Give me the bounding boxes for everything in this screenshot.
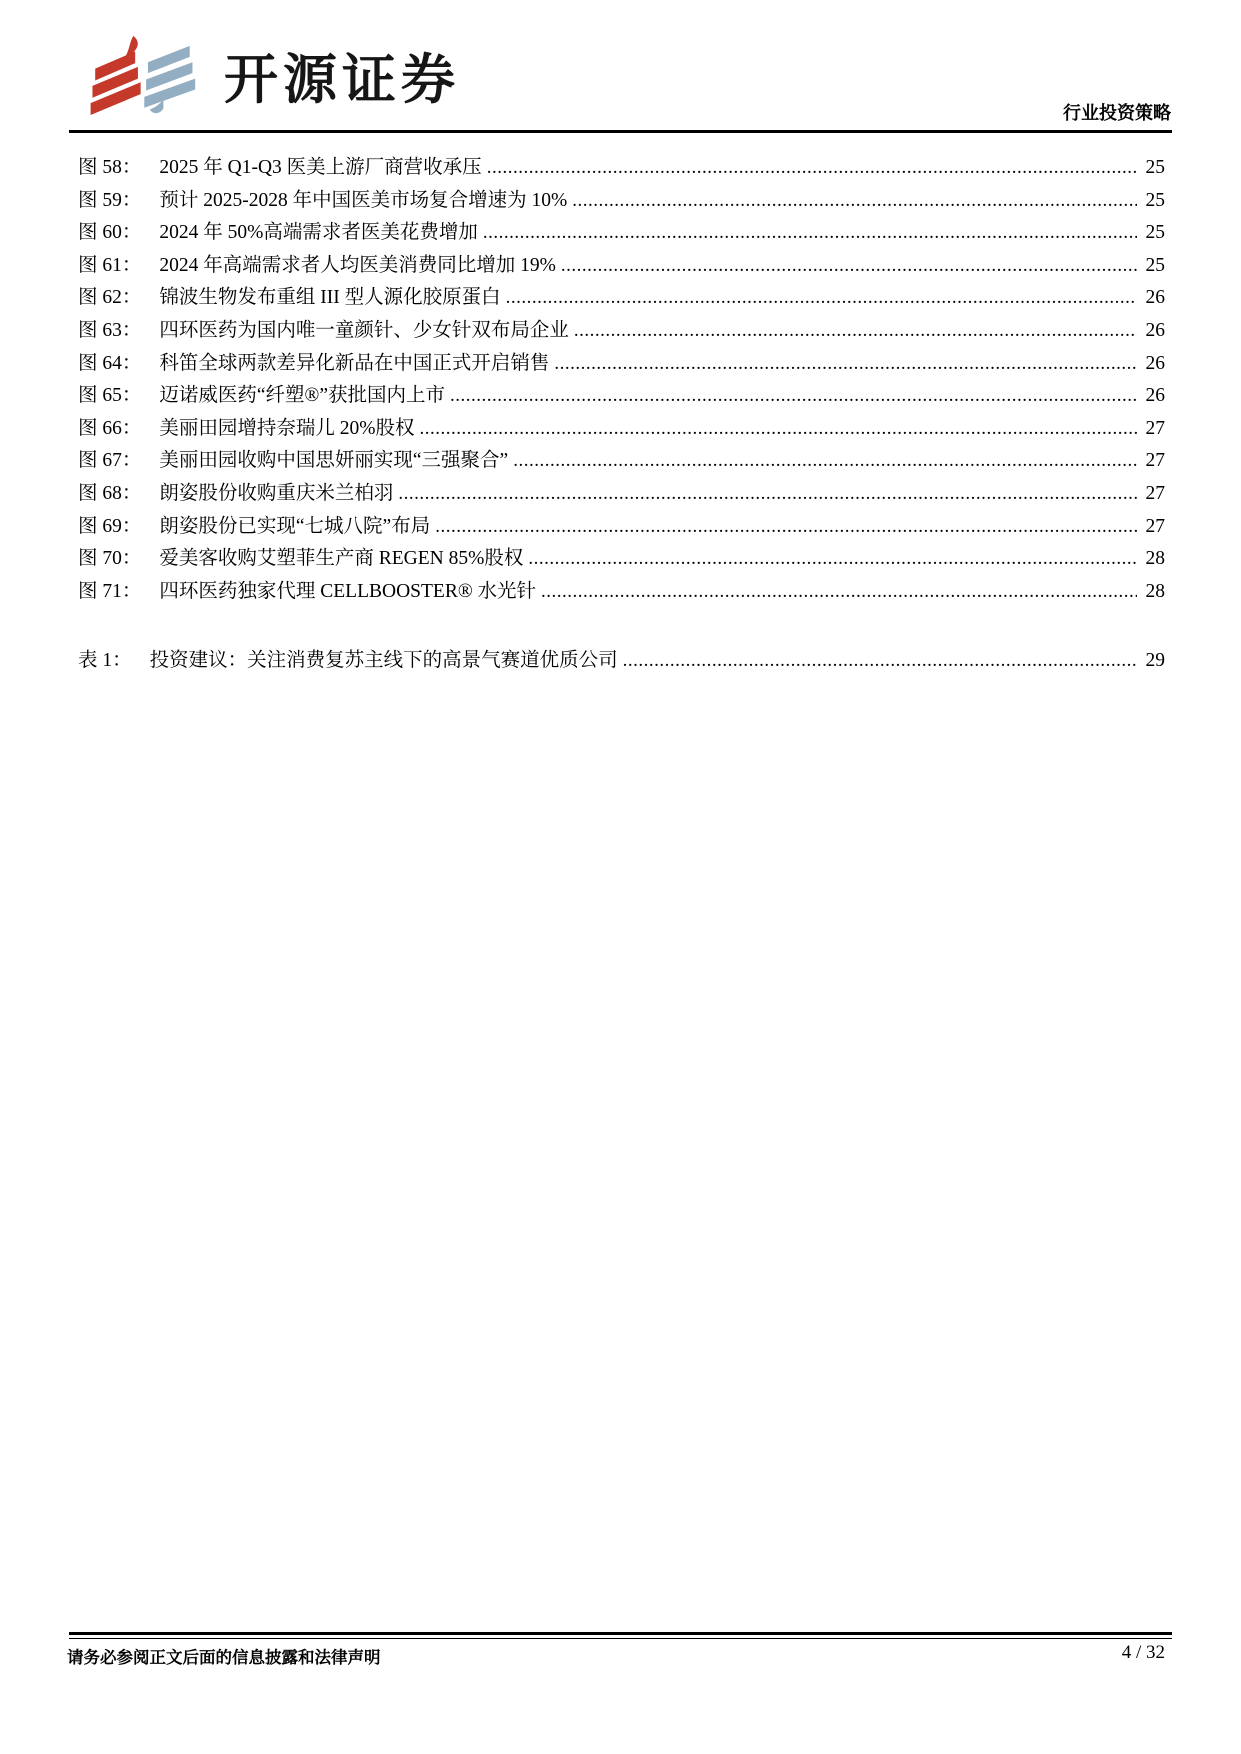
toc-entry-label: 图 66：: [78, 417, 142, 439]
footer-divider-thin: [69, 1638, 1172, 1639]
toc-entry-title: 2024 年 50%高端需求者医美花费增加: [159, 222, 478, 244]
kaiyuan-securities-logo-icon: [84, 35, 210, 115]
toc-entry[interactable]: [78, 315, 1165, 348]
toc-entry-label: 图 62：: [78, 287, 142, 309]
toc-leader-dots: [574, 315, 1137, 348]
toc-entry-title: 四环医药为国内唯一童颜针、少女针双布局企业: [159, 319, 569, 341]
toc-entry[interactable]: [78, 380, 1165, 413]
toc-leader-dots: [487, 152, 1137, 185]
toc-leader-dots: [420, 413, 1137, 446]
brand-logo: [84, 34, 460, 116]
toc-entry-page: 26: [1145, 352, 1165, 374]
toc-entry-title: 朗姿股份收购重庆米兰柏羽: [159, 482, 394, 504]
toc-entry-table[interactable]: [78, 645, 1165, 678]
toc-entry-label: 图 58：: [78, 157, 142, 178]
toc-entry[interactable]: [78, 478, 1165, 511]
footer-divider-thick: [69, 1632, 1172, 1635]
toc-entry-page: 26: [1145, 287, 1165, 309]
brand-name: 开源证券: [224, 49, 460, 110]
toc-entry-label: 图 70：: [78, 548, 142, 570]
toc-leader-dots: [572, 185, 1137, 218]
toc-entry-title: 迈诺威医药“纤塑®”获批国内上市: [159, 385, 446, 407]
toc-leader-dots: [623, 645, 1137, 678]
toc-entry[interactable]: [78, 250, 1165, 283]
toc-entry-label: 图 63：: [78, 319, 142, 341]
toc-entry-label: 图 68：: [78, 482, 142, 504]
toc-leader-dots: [435, 511, 1137, 544]
toc-leader-dots: [483, 217, 1137, 250]
toc-entry[interactable]: [78, 348, 1165, 381]
header-divider: [69, 130, 1172, 133]
toc-entry[interactable]: [78, 282, 1165, 315]
toc-entry-label: 图 65：: [78, 385, 142, 407]
toc-entry-title: 科笛全球两款差异化新品在中国正式开启销售: [159, 352, 550, 374]
toc-entry-title: 美丽田园收购中国思妍丽实现“三强聚合”: [159, 450, 509, 472]
toc-entry-title: 朗姿股份已实现“七城八院”布局: [159, 515, 431, 537]
toc-leader-dots: [528, 543, 1137, 576]
toc-entry-label: 表 1：: [78, 650, 132, 672]
toc-list: [78, 152, 1165, 678]
toc-entry-page: 25: [1145, 157, 1165, 178]
toc-entry-page: 27: [1145, 515, 1165, 537]
report-category-label: 行业投资策略: [1063, 103, 1171, 123]
toc-entry-page: 26: [1145, 385, 1165, 407]
toc-entry-page: 27: [1145, 482, 1165, 504]
toc-entry-page: 27: [1145, 450, 1165, 472]
toc-leader-dots: [506, 282, 1137, 315]
toc-entry[interactable]: [78, 543, 1165, 576]
toc-entry-page: 25: [1145, 222, 1165, 244]
toc-entry-page: 29: [1145, 650, 1165, 672]
toc-entry-page: 28: [1145, 580, 1165, 602]
toc-entry-title: 预计 2025-2028 年中国医美市场复合增速为 10%: [159, 189, 568, 211]
toc-leader-dots: [554, 348, 1137, 381]
toc-entry-label: 图 59：: [78, 189, 142, 211]
toc-entry-label: 图 64：: [78, 352, 142, 374]
toc-entry-page: 25: [1145, 254, 1165, 276]
toc-entry[interactable]: [78, 217, 1165, 250]
toc-entry-title: 2025 年 Q1-Q3 医美上游厂商营收承压: [159, 157, 482, 178]
footer-disclaimer-text: 请务必参阅正文后面的信息披露和法律声明: [67, 1648, 381, 1667]
toc-entry-title: 美丽田园增持奈瑞儿 20%股权: [159, 417, 415, 439]
toc-entry[interactable]: [78, 445, 1165, 478]
toc-entry-title: 投资建议：关注消费复苏主线下的高景气赛道优质公司: [149, 650, 618, 672]
toc-entry-title: 锦波生物发布重组 III 型人源化胶原蛋白: [159, 287, 501, 309]
toc-leader-dots: [398, 478, 1137, 511]
toc-entry[interactable]: [78, 413, 1165, 446]
toc-entry-label: 图 67：: [78, 450, 142, 472]
toc-entry[interactable]: [78, 511, 1165, 544]
toc-entry-page: 25: [1145, 189, 1165, 211]
toc-entry-label: 图 61：: [78, 254, 142, 276]
toc-entry-title: 爱美客收购艾塑菲生产商 REGEN 85%股权: [159, 548, 524, 570]
toc-leader-dots: [541, 576, 1137, 609]
toc-entry[interactable]: [78, 185, 1165, 218]
toc-leader-dots: [450, 380, 1137, 413]
toc-leader-dots: [513, 445, 1137, 478]
toc-entry-title: 四环医药独家代理 CELLBOOSTER® 水光针: [159, 580, 537, 602]
toc-leader-dots: [561, 250, 1137, 283]
toc-entry-page: 26: [1145, 319, 1165, 341]
footer-page-number: 4 / 32: [1121, 1642, 1165, 1663]
toc-entry[interactable]: [78, 152, 1165, 185]
toc-entry[interactable]: [78, 576, 1165, 609]
toc-entry-page: 28: [1145, 548, 1165, 570]
toc-entry-label: 图 69：: [78, 515, 142, 537]
toc-entry-label: 图 60：: [78, 222, 142, 244]
toc-entry-title: 2024 年高端需求者人均医美消费同比增加 19%: [159, 254, 556, 276]
toc-entry-page: 27: [1145, 417, 1165, 439]
toc-entry-label: 图 71：: [78, 580, 142, 602]
